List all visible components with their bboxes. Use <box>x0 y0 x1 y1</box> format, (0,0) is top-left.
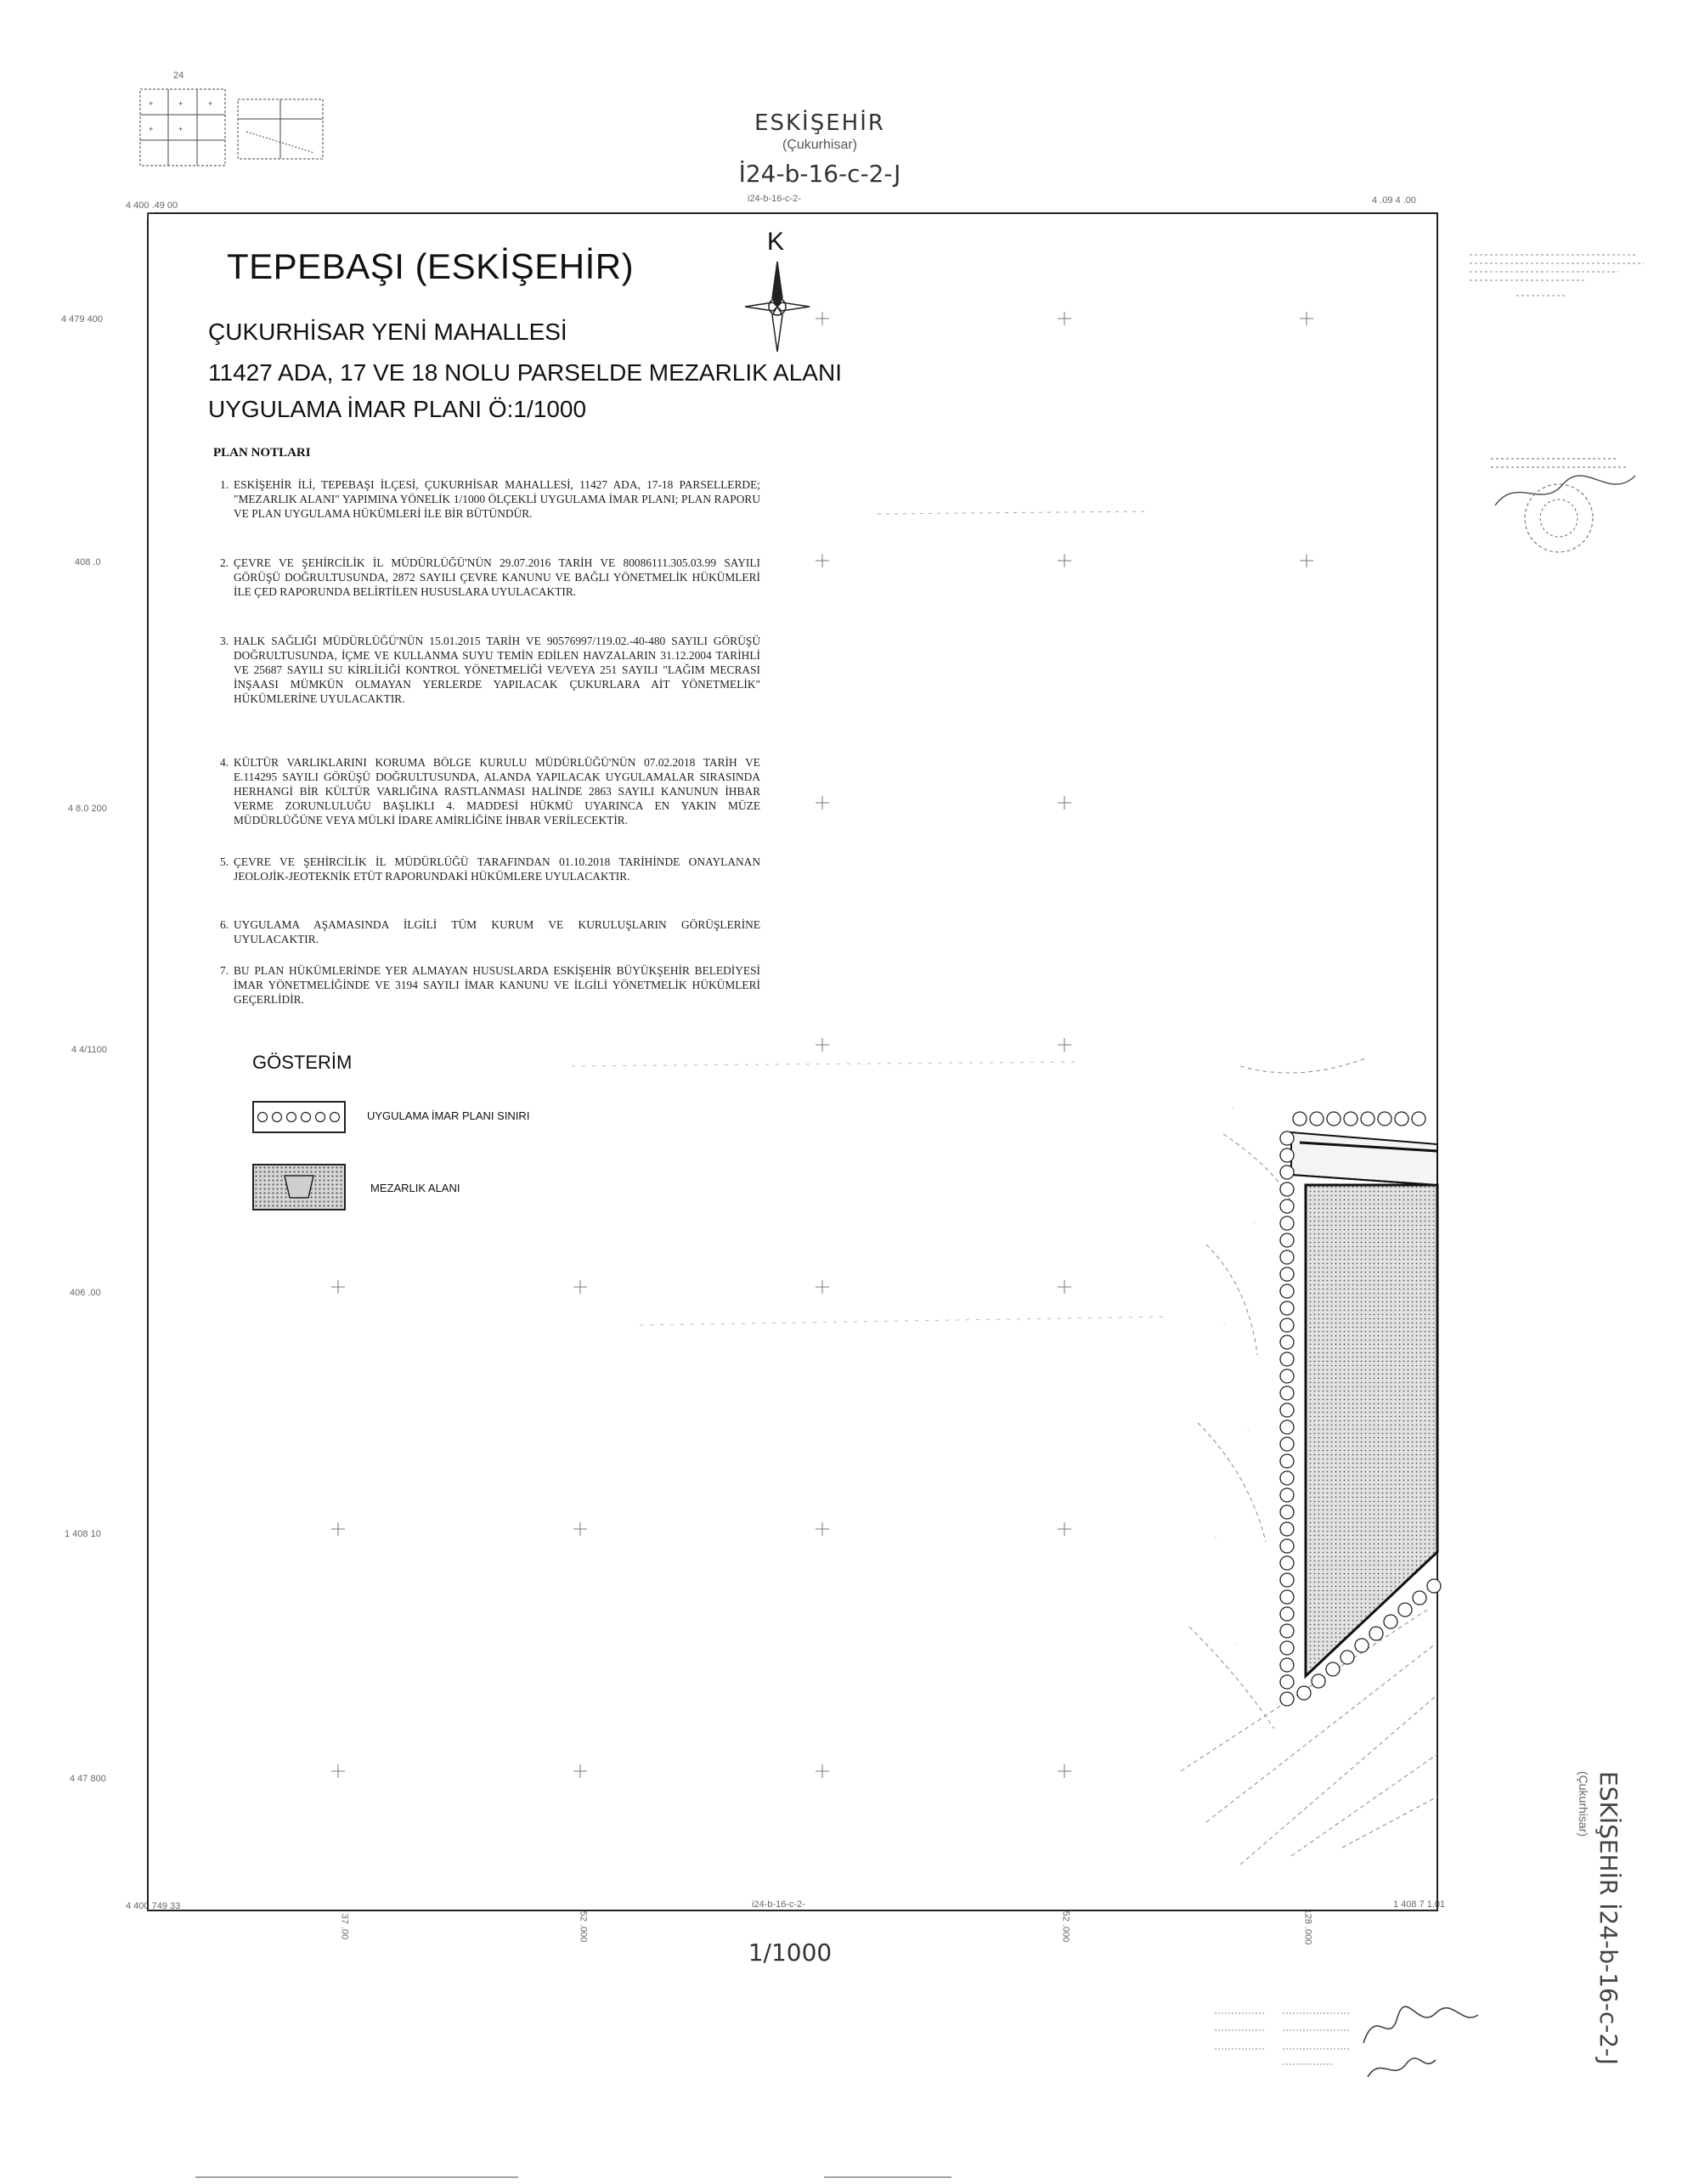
bottom-approval-block <box>1206 1996 1495 2090</box>
plan-note-text: ÇEVRE VE ŞEHİRCİLİK İL MÜDÜRLÜĞÜ'NÜN 29.07.2016 TARİH VE 80086111.305.03.99 SAYILI GÖRÜŞÜ DOĞRULTUSUNDA, 2872 SAYILI ÇEVRE KANUNU VE BAĞLI YÖNETMELİK HÜKÜMLERİ İLE ÇED RAPORUNDA BELİRTİLEN HUSUSLARA UYULACAKTIR. <box>234 556 760 598</box>
plan-notes-heading: PLAN NOTLARI <box>213 446 311 460</box>
legend-boundary-swatch <box>252 1101 346 1133</box>
sheet-district: (Çukurhisar) <box>782 138 857 152</box>
plan-note-7 <box>220 963 760 1007</box>
coord-top-left: 4 400 .49 00 <box>126 200 178 211</box>
svg-text:.: . <box>1215 1532 1217 1539</box>
plan-subtitle-parcel: 11427 ADA, 17 VE 18 NOLU PARSELDE MEZARLIK ALANI <box>208 359 842 386</box>
plan-note-number: 1. <box>220 478 229 491</box>
legend-title: GÖSTERİM <box>252 1052 353 1073</box>
coord-left-3: 4 8.0 200 <box>68 804 107 814</box>
plan-subtitle-scale: UYGULAMA İMAR PLANI Ö:1/1000 <box>208 396 587 422</box>
coord-left-6: 1 408 10 <box>65 1529 101 1539</box>
plan-note-number: 7. <box>220 964 229 977</box>
north-label: K <box>767 228 785 256</box>
svg-text:+: + <box>178 125 183 133</box>
legend-boundary-label: UYGULAMA İMAR PLANI SINIRI <box>367 1109 530 1122</box>
plan-note-text: KÜLTÜR VARLIKLARINI KORUMA BÖLGE KURULU MÜDÜRLÜĞÜ'NÜN 07.02.2018 TARİH VE E.114295 SAYILI GÖRÜŞÜ DOĞRULTUSUNDA, ALANDA YAPILACAK UYGULAMALAR SIRASINDA HERHANGİ BİR KÜLTÜR VARLIĞINA RASTLANMASI HALİNDE 2863 SAYILI KANUNUN İHBAR VERME ZORUNLULUĞU BAŞLIKLI 4. MADDESİ HÜKMÜ UYARINCA EN YAKIN MÜZE MÜDÜRLÜĞÜNE VEYA MÜLKİ İDARE AMİRLİĞİNE İHBAR VERİLECEKTİR. <box>234 756 760 827</box>
plan-subtitle-neighbourhood: ÇUKURHİSAR YENİ MAHALLESİ <box>208 319 567 345</box>
plan-note-number: 3. <box>220 635 229 647</box>
svg-text:.: . <box>1236 1638 1239 1645</box>
coord-bottom-tick-3: 52 .000 <box>1060 1910 1071 1943</box>
plan-note-number: 2. <box>220 556 229 569</box>
svg-text:+: + <box>208 99 213 108</box>
coord-bottom-tick-2: 52 .000 <box>578 1910 589 1943</box>
coord-left-1: 4 479 400 <box>61 314 103 324</box>
plan-note-number: 5. <box>220 855 229 868</box>
coord-left-5: 406 .00 <box>70 1288 101 1298</box>
plan-note-number: 6. <box>220 918 229 931</box>
coord-bottom-center: i24-b-16-c-2- <box>752 1899 805 1910</box>
approval-stamp-top <box>1465 246 1661 314</box>
plan-note-number: 4. <box>220 756 229 769</box>
svg-text:+: + <box>149 99 154 108</box>
svg-text:.: . <box>1223 1319 1226 1327</box>
index-map-number: 24 <box>173 71 184 81</box>
plan-note-text: ÇEVRE VE ŞEHİRCİLİK İL MÜDÜRLÜĞÜ TARAFINDAN 01.10.2018 TARİHİNDE ONAYLANAN JEOLOJİK-JEOTEKNİK ETÜT RAPORUNDAKİ HÜKÜMLERE UYULACAKTIR. <box>234 855 760 883</box>
bottom-edge-marks <box>195 2170 960 2184</box>
small-code-top: i24-b-16-c-2- <box>748 194 801 204</box>
legend-cemetery-swatch <box>252 1164 346 1211</box>
plan-note-6 <box>220 917 760 946</box>
svg-text:+: + <box>149 125 154 133</box>
plan-note-5 <box>220 855 760 883</box>
coord-left-4: 4 4/1100 <box>71 1045 108 1055</box>
sheet-code: İ24-b-16-c-2-J <box>738 160 901 188</box>
plan-note-text: ESKİŞEHİR İLİ, TEPEBAŞI İLÇESİ, ÇUKURHİSAR MAHALLESİ, 11427 ADA, 17-18 PARSELLERDE; "MEZARLIK ALANI" YAPIMINA YÖNELİK 1/1000 ÖLÇEKLİ UYGULAMA İMAR PLANI; PLAN RAPORU VE PLAN UYGULAMA HÜKÜMLERİ İLE BİR BÜTÜNDÜR. <box>234 478 760 520</box>
plan-note-3 <box>220 634 760 706</box>
north-arrow <box>743 228 811 351</box>
vertical-sheet-district: (Çukurhisar) <box>1577 1771 1590 1837</box>
coord-bottom-right: 1 408 7 1.01 <box>1393 1899 1446 1910</box>
plan-note-2 <box>220 556 760 599</box>
svg-text:.: . <box>1253 1217 1256 1225</box>
coord-bottom-left: 4 400 749 33 <box>126 1901 181 1911</box>
map-drawing <box>1172 1032 1444 1882</box>
vertical-sheet-code: ESKİŞEHİR İ24-b-16-c-2-J <box>1595 1771 1623 2066</box>
svg-text:+: + <box>178 99 183 108</box>
plan-note-text: HALK SAĞLIĞI MÜDÜRLÜĞÜ'NÜN 15.01.2015 TARİH VE 90576997/119.02.-40-480 SAYILI GÖRÜŞÜ DOĞRULTUSUNDA, İÇME VE KULLANMA SUYU TEMİN EDİLEN HAVZALARIN 31.12.2004 TARİHLİ VE 25687 SAYILI SU KİRLİLİĞİ KONTROL YÖNETMELİĞİ VE/VEYA 251 SAYILI "LAĞIM MECRASI İNŞAASI MÜMKÜN OLMAYAN YERLERDE YAPILACAK ÇUKURLARA AİT YÖNETMELİK" HÜKÜMLERİNE UYULACAKTIR. <box>234 635 760 705</box>
coord-left-7: 4 47 800 <box>70 1774 106 1784</box>
scale-text: 1/1000 <box>748 1939 833 1967</box>
svg-text:.: . <box>1232 1103 1234 1110</box>
plan-note-4 <box>220 755 760 827</box>
plan-note-1 <box>220 477 760 521</box>
sheet-index-map <box>136 71 331 174</box>
coord-bottom-tick-4: 128 .000 <box>1302 1908 1313 1945</box>
legend-cemetery-label: MEZARLIK ALANI <box>370 1182 460 1194</box>
signature-icon <box>1363 2006 1478 2077</box>
plan-note-text: BU PLAN HÜKÜMLERİNDE YER ALMAYAN HUSUSLARDA ESKİŞEHİR BÜYÜKŞEHİR BELEDİYESİ İMAR YÖNETMELİĞİNDE VE 3194 SAYILI İMAR KANUNU VE İLGİLİ YÖNETMELİK HÜKÜMLERİ GEÇERLİDİR. <box>234 964 760 1006</box>
svg-text:.: . <box>1247 1425 1250 1433</box>
plan-note-text: UYGULAMA AŞAMASINDA İLGİLİ TÜM KURUM VE KURULUŞLARIN GÖRÜŞLERİNE UYULACAKTIR. <box>234 918 760 945</box>
sheet-city: ESKİŞEHİR <box>754 110 885 136</box>
coord-bottom-tick-1: 37 .00 <box>339 1913 350 1940</box>
vertical-sheet-label <box>1563 1771 1640 2066</box>
compass-rose-icon <box>743 260 811 353</box>
signature-stamp-icon <box>1482 425 1652 569</box>
coord-left-2: 408 .0 <box>75 557 101 567</box>
plan-title: TEPEBAŞI (ESKİŞEHİR) <box>227 246 635 286</box>
coord-top-right: 4 .09 4 .00 <box>1372 195 1416 206</box>
